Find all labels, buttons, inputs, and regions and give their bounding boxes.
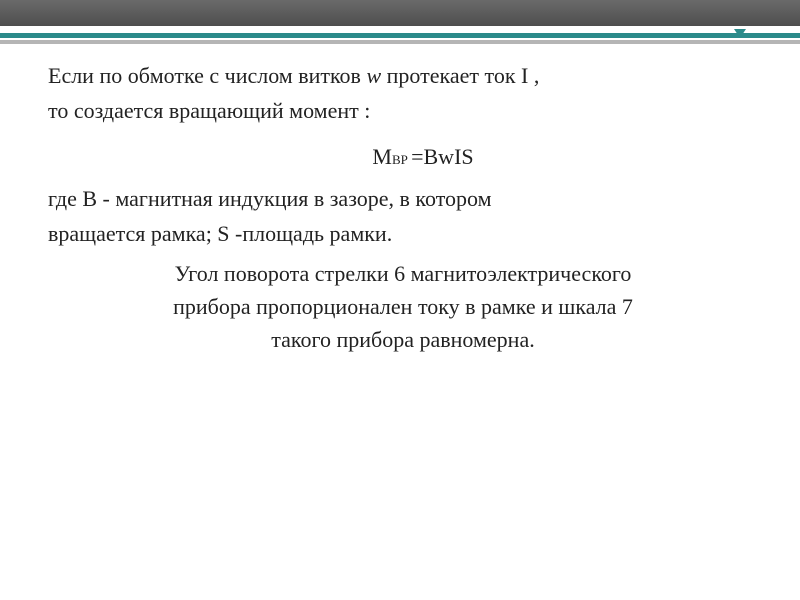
paragraph-torque-condition <box>48 58 758 128</box>
paragraph2-line2: вращается рамка; S -площадь рамки. <box>48 221 393 246</box>
header-bar <box>0 0 800 26</box>
paragraph3-line3: такого прибора равномерна. <box>271 327 535 352</box>
formula-subscript: ВР <box>391 152 412 167</box>
paragraph1-line2: то создается вращающий момент : <box>48 98 371 123</box>
accent-line-gray <box>0 40 800 44</box>
variable-w: w <box>366 63 382 88</box>
triangle-marker-icon <box>734 29 746 38</box>
paragraph-pointer-angle <box>48 257 758 356</box>
formula-m: М <box>372 144 392 169</box>
formula-rhs: =BwIS <box>411 144 474 169</box>
paragraph3-line1: Угол поворота стрелки 6 магнитоэлектрического <box>174 261 632 286</box>
paragraph1-text-start: Если по обмотке с числом витков <box>48 63 367 88</box>
paragraph-definitions <box>48 181 758 251</box>
accent-line-teal <box>0 33 800 38</box>
torque-formula <box>48 142 758 175</box>
paragraph3-line2: прибора пропорционален току в рамке и шкала 7 <box>173 294 633 319</box>
slide-content <box>48 58 758 356</box>
paragraph1-text-end: протекает ток I , <box>381 63 540 88</box>
paragraph2-line1: где B - магнитная индукция в зазоре, в котором <box>48 186 492 211</box>
